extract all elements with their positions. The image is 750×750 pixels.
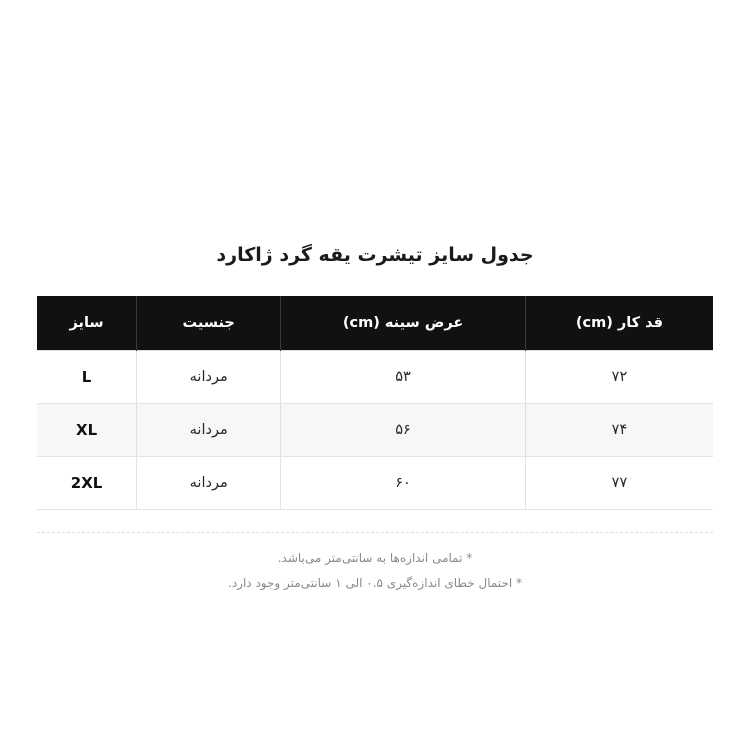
size-table-container bbox=[37, 296, 713, 510]
column-header-gender: جنسیت bbox=[137, 296, 281, 351]
table-row bbox=[37, 351, 713, 404]
table-row bbox=[37, 457, 713, 510]
size-table bbox=[37, 296, 713, 510]
cell-size: 2XL bbox=[37, 457, 137, 510]
cell-chest-width: ۵۶ bbox=[281, 404, 526, 457]
cell-chest-width: ۶۰ bbox=[281, 457, 526, 510]
cell-height: ۷۴ bbox=[525, 404, 713, 457]
cell-size: L bbox=[37, 351, 137, 404]
size-chart-card bbox=[0, 166, 750, 590]
table-row bbox=[37, 404, 713, 457]
cell-height: ۷۲ bbox=[525, 351, 713, 404]
column-header-height: قد کار (cm) bbox=[525, 296, 713, 351]
cell-size: XL bbox=[37, 404, 137, 457]
table-header bbox=[37, 296, 713, 351]
note-measurement-tolerance: * احتمال خطای اندازه‌گیری ۰.۵ الی ۱ سانتی‌متر وجود دارد. bbox=[228, 576, 522, 590]
cell-gender: مردانه bbox=[137, 404, 281, 457]
cell-gender: مردانه bbox=[137, 351, 281, 404]
column-header-size: سایز bbox=[37, 296, 137, 351]
cell-gender: مردانه bbox=[137, 457, 281, 510]
note-measurement-unit: * تمامی اندازه‌ها به سانتی‌متر می‌باشد. bbox=[277, 551, 473, 565]
page-title: جدول سایز تیشرت یقه گرد ژاکارد bbox=[216, 244, 534, 266]
table-body bbox=[37, 351, 713, 510]
table-header-row bbox=[37, 296, 713, 351]
column-header-chest-width: عرض سینه (cm) bbox=[281, 296, 526, 351]
notes-section bbox=[37, 532, 713, 592]
cell-height: ۷۷ bbox=[525, 457, 713, 510]
cell-chest-width: ۵۳ bbox=[281, 351, 526, 404]
